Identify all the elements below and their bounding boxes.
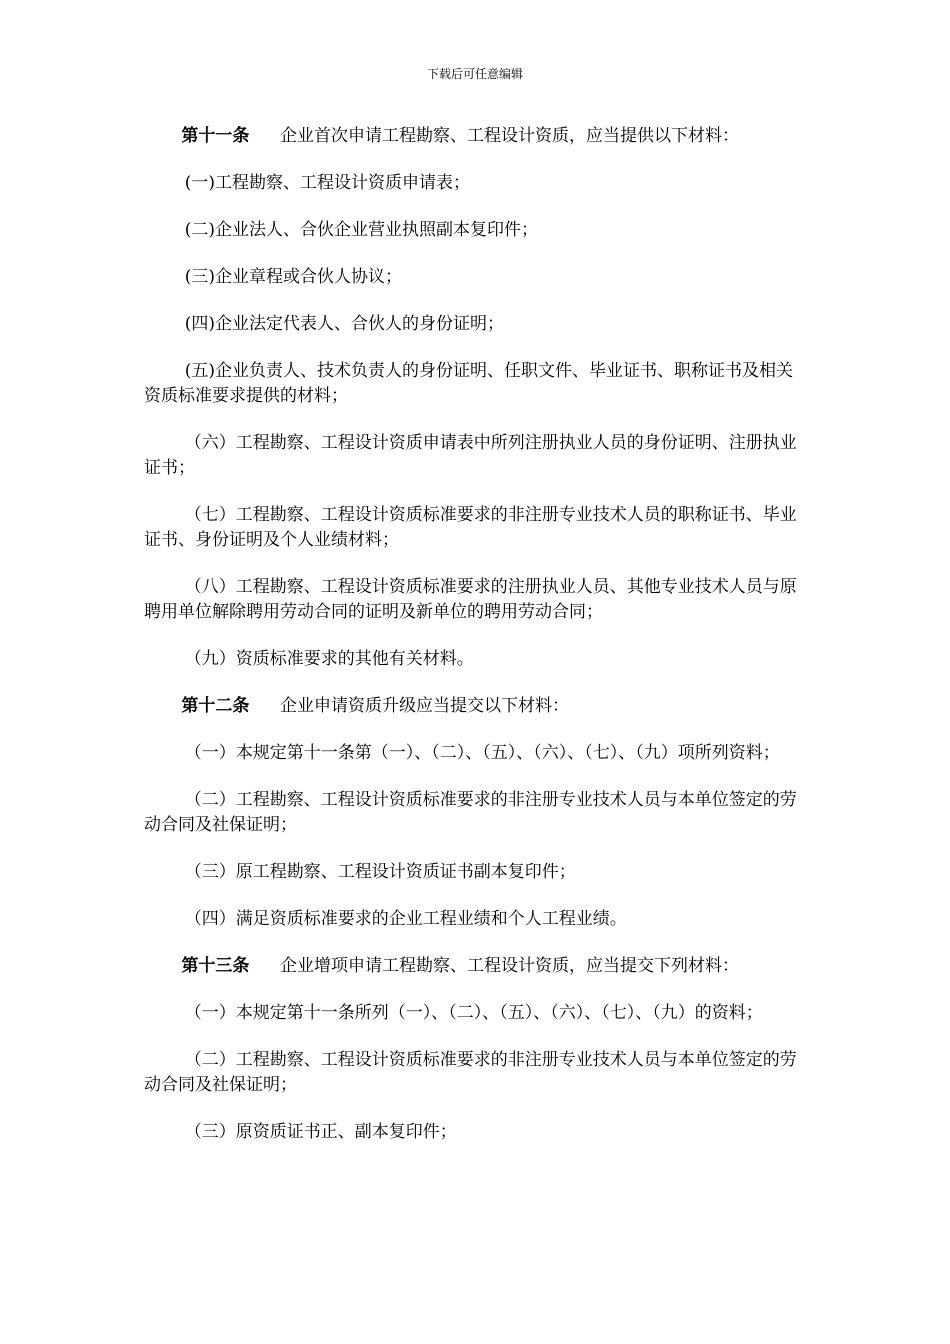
list-item: (四)企业法定代表人、合伙人的身份证明；	[184, 314, 505, 334]
article-11-heading	[144, 124, 800, 149]
list-item: （八）工程勘察、工程设计资质标准要求的注册执业人员、其他专业技术人员与原聘用单位解除聘用劳动合同的证明及新单位的聘用劳动合同；	[144, 577, 797, 622]
article-number: 第十一条	[181, 126, 250, 146]
list-item: （二）工程勘察、工程设计资质标准要求的非注册专业技术人员与本单位签定的劳动合同及社保证明；	[144, 1050, 797, 1095]
article-number: 第十二条	[181, 696, 250, 716]
list-item: (三)企业章程或合伙人协议；	[184, 267, 403, 287]
list-item: (一)工程勘察、工程设计资质申请表；	[184, 173, 471, 193]
list-item: （一）本规定第十一条第（一）、（二）、（五）、（六）、（七）、（九）项所列资料；	[184, 743, 780, 763]
article-text: 企业首次申请工程勘察、工程设计资质，应当提供以下材料：	[279, 126, 739, 146]
article-12-heading	[144, 694, 800, 719]
page-header: 下载后可任意编辑	[426, 67, 523, 81]
article-text: 企业申请资质升级应当提交以下材料：	[279, 696, 569, 716]
list-item: （三）原资质证书正、副本复印件；	[184, 1122, 457, 1142]
list-item: （一）本规定第十一条所列（一）、（二）、（五）、（六）、（七）、（九）的资料；	[184, 1003, 763, 1023]
list-item: (五)企业负责人、技术负责人的身份证明、任职文件、毕业证书、职称证书及相关资质标准要求提供的材料；	[144, 361, 794, 406]
list-item: (二)企业法人、合伙企业营业执照副本复印件；	[184, 220, 539, 240]
list-item: （二）工程勘察、工程设计资质标准要求的非注册专业技术人员与本单位签定的劳动合同及社保证明；	[144, 790, 797, 835]
article-text: 企业增项申请工程勘察、工程设计资质，应当提交下列材料：	[279, 956, 739, 976]
article-number: 第十三条	[181, 956, 250, 976]
list-item: （七）工程勘察、工程设计资质标准要求的非注册专业技术人员的职称证书、毕业证书、身份证明及个人业绩材料；	[144, 505, 797, 550]
list-item: （六）工程勘察、工程设计资质申请表中所列注册执业人员的身份证明、注册执业证书；	[144, 433, 797, 478]
list-item: （九）资质标准要求的其他有关材料。	[184, 649, 474, 669]
list-item: （四）满足资质标准要求的企业工程业绩和个人工程业绩。	[184, 909, 627, 929]
list-item: （三）原工程勘察、工程设计资质证书副本复印件；	[184, 862, 576, 882]
article-13-heading	[144, 954, 800, 979]
document-body	[144, 124, 800, 1167]
